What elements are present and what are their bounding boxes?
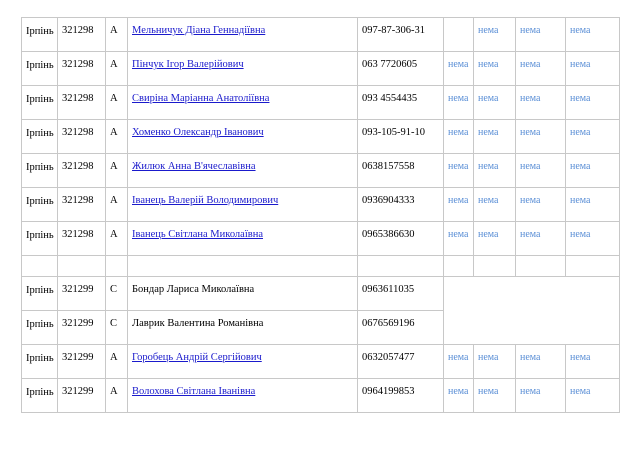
city-cell: Ірпінь [22, 154, 58, 188]
category-cell: А [106, 86, 128, 120]
city-cell: Ірпінь [22, 345, 58, 379]
status-cell: нема [444, 188, 474, 222]
phone-cell: 0936904333 [358, 188, 444, 222]
name-cell [128, 277, 358, 311]
empty-cell [106, 256, 128, 277]
phone-cell: 063 7720605 [358, 52, 444, 86]
table-row [22, 222, 620, 256]
name-cell [128, 86, 358, 120]
status-cell: нема [444, 52, 474, 86]
status-cell: нема [474, 86, 516, 120]
city-cell: Ірпінь [22, 379, 58, 413]
table-row [22, 154, 620, 188]
status-cell: нема [566, 86, 620, 120]
status-cell: нема [516, 379, 566, 413]
person-name-link[interactable]: Горобець Андрій Сергійович [132, 352, 262, 363]
status-cell: нема [474, 345, 516, 379]
status-cell: нема [566, 52, 620, 86]
empty-cell [566, 256, 620, 277]
status-cell: нема [516, 345, 566, 379]
phone-cell: 0676569196 [358, 311, 444, 345]
precinct-cell: 321299 [58, 311, 106, 345]
status-cell: нема [474, 18, 516, 52]
status-cell: нема [444, 222, 474, 256]
table-row [22, 379, 620, 413]
person-name-link[interactable]: Іванець Валерій Володимирович [132, 195, 279, 206]
precinct-cell: 321298 [58, 86, 106, 120]
category-cell: А [106, 18, 128, 52]
status-cell: нема [474, 154, 516, 188]
phone-cell: 097-87-306-31 [358, 18, 444, 52]
table-row [22, 277, 620, 311]
city-cell: Ірпінь [22, 120, 58, 154]
table-row [22, 120, 620, 154]
precinct-cell: 321298 [58, 18, 106, 52]
name-cell [128, 120, 358, 154]
status-cell: нема [474, 188, 516, 222]
precinct-cell: 321299 [58, 379, 106, 413]
empty-cell [444, 256, 474, 277]
table-row [22, 188, 620, 222]
category-cell: А [106, 52, 128, 86]
city-cell: Ірпінь [22, 86, 58, 120]
city-cell: Ірпінь [22, 18, 58, 52]
empty-row [22, 256, 620, 277]
status-cell: нема [474, 379, 516, 413]
person-name: Бондар Лариса Миколаївна [132, 284, 255, 295]
phone-cell: 0963611035 [358, 277, 444, 311]
status-cell: нема [566, 188, 620, 222]
category-cell: А [106, 188, 128, 222]
status-cell: нема [516, 18, 566, 52]
table-row [22, 345, 620, 379]
status-cell: нема [516, 188, 566, 222]
category-cell: С [106, 311, 128, 345]
status-cell: нема [566, 120, 620, 154]
status-cell: нема [516, 222, 566, 256]
category-cell: А [106, 379, 128, 413]
status-cell: нема [566, 379, 620, 413]
person-name-link[interactable]: Волохова Світлана Іванівна [132, 386, 256, 397]
person-name-link[interactable]: Іванець Світлана Миколаївна [132, 229, 263, 240]
precinct-cell: 321298 [58, 120, 106, 154]
status-cell: нема [444, 86, 474, 120]
status-cell: нема [474, 120, 516, 154]
status-cell: нема [444, 154, 474, 188]
status-cell: нема [516, 154, 566, 188]
name-cell [128, 379, 358, 413]
table-row [22, 86, 620, 120]
status-cell: нема [444, 345, 474, 379]
name-cell [128, 18, 358, 52]
status-cell: нема [566, 18, 620, 52]
precinct-cell: 321298 [58, 154, 106, 188]
city-cell: Ірпінь [22, 311, 58, 345]
category-cell: А [106, 120, 128, 154]
empty-cell [474, 256, 516, 277]
name-cell [128, 345, 358, 379]
status-cell [444, 18, 474, 52]
empty-cell [358, 256, 444, 277]
precinct-cell: 321299 [58, 277, 106, 311]
phone-cell: 0965386630 [358, 222, 444, 256]
category-cell: С [106, 277, 128, 311]
status-cell: нема [444, 120, 474, 154]
contacts-table [21, 17, 620, 413]
city-cell: Ірпінь [22, 52, 58, 86]
precinct-cell: 321299 [58, 345, 106, 379]
phone-cell: 0964199853 [358, 379, 444, 413]
status-cell: нема [516, 120, 566, 154]
person-name-link[interactable]: Свиріна Маріанна Анатоліївна [132, 93, 270, 104]
empty-cell [128, 256, 358, 277]
person-name-link[interactable]: Мельничук Діана Геннадіївна [132, 25, 266, 36]
city-cell: Ірпінь [22, 188, 58, 222]
empty-cell [58, 256, 106, 277]
phone-cell: 0632057477 [358, 345, 444, 379]
merged-empty-cell [444, 277, 620, 345]
person-name: Лаврик Валентина Романівна [132, 318, 264, 329]
city-cell: Ірпінь [22, 277, 58, 311]
name-cell [128, 154, 358, 188]
category-cell: А [106, 222, 128, 256]
precinct-cell: 321298 [58, 188, 106, 222]
category-cell: А [106, 154, 128, 188]
status-cell: нема [516, 52, 566, 86]
status-cell: нема [516, 86, 566, 120]
phone-cell: 093 4554435 [358, 86, 444, 120]
phone-cell: 093-105-91-10 [358, 120, 444, 154]
table-row [22, 18, 620, 52]
name-cell [128, 188, 358, 222]
category-cell: А [106, 345, 128, 379]
name-cell [128, 52, 358, 86]
person-name-link[interactable]: Жилюк Анна В'ячеславівна [132, 161, 256, 172]
name-cell [128, 222, 358, 256]
city-cell: Ірпінь [22, 222, 58, 256]
status-cell: нема [444, 379, 474, 413]
empty-cell [22, 256, 58, 277]
empty-cell [516, 256, 566, 277]
status-cell: нема [566, 154, 620, 188]
precinct-cell: 321298 [58, 52, 106, 86]
precinct-cell: 321298 [58, 222, 106, 256]
status-cell: нема [566, 222, 620, 256]
name-cell [128, 311, 358, 345]
person-name-link[interactable]: Пінчук Ігор Валерійович [132, 59, 244, 70]
table-body [22, 18, 620, 413]
table-row [22, 52, 620, 86]
status-cell: нема [474, 52, 516, 86]
status-cell: нема [474, 222, 516, 256]
person-name-link[interactable]: Хоменко Олександр Іванович [132, 127, 264, 138]
status-cell: нема [566, 345, 620, 379]
phone-cell: 0638157558 [358, 154, 444, 188]
